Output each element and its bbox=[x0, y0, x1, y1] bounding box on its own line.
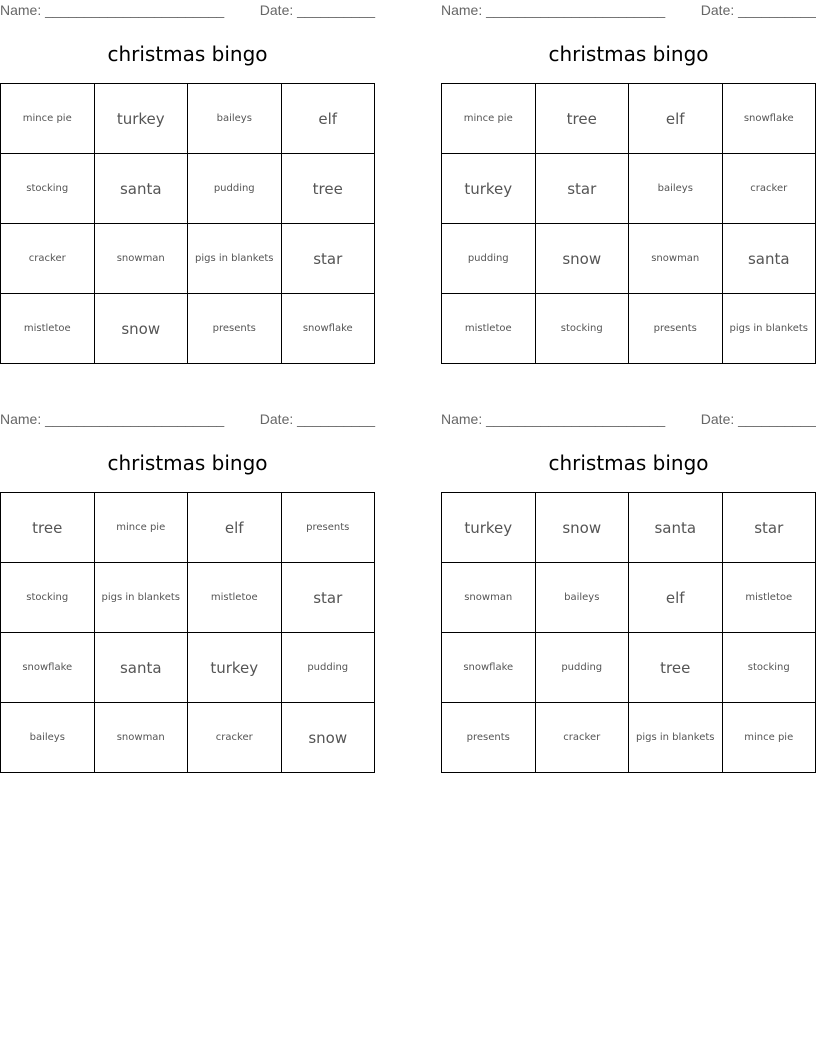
grid-row bbox=[442, 493, 816, 563]
bingo-cell: pigs in blankets bbox=[188, 224, 282, 294]
bingo-cell: turkey bbox=[94, 84, 188, 154]
name-field: Name: _______________________ bbox=[0, 411, 225, 427]
card-title: christmas bingo bbox=[107, 42, 268, 66]
bingo-cell: mistletoe bbox=[1, 294, 95, 364]
bingo-cell: stocking bbox=[535, 294, 629, 364]
bingo-cell: tree bbox=[629, 633, 723, 703]
bingo-cell: presents bbox=[629, 294, 723, 364]
bingo-cell: snowman bbox=[94, 224, 188, 294]
bingo-cell: baileys bbox=[188, 84, 282, 154]
bingo-cell: pigs in blankets bbox=[722, 294, 816, 364]
bingo-cell: star bbox=[281, 224, 375, 294]
bingo-cell: snowflake bbox=[281, 294, 375, 364]
bingo-cell: santa bbox=[722, 224, 816, 294]
grid-row bbox=[1, 154, 375, 224]
grid-row bbox=[442, 563, 816, 633]
bingo-cell: snowman bbox=[442, 563, 536, 633]
bingo-cell: turkey bbox=[442, 493, 536, 563]
bingo-cell: elf bbox=[629, 563, 723, 633]
bingo-cell: cracker bbox=[188, 703, 282, 773]
bingo-cell: pudding bbox=[442, 224, 536, 294]
bingo-cell: elf bbox=[281, 84, 375, 154]
date-field: Date: __________ bbox=[700, 411, 816, 427]
bingo-cell: mistletoe bbox=[442, 294, 536, 364]
bingo-cell: mince pie bbox=[442, 84, 536, 154]
bingo-cell: baileys bbox=[1, 703, 95, 773]
card-title: christmas bingo bbox=[548, 42, 709, 66]
bingo-cell: snowflake bbox=[442, 633, 536, 703]
date-field: Date: __________ bbox=[700, 2, 816, 18]
bingo-cell: snowman bbox=[94, 703, 188, 773]
bingo-cell: snow bbox=[94, 294, 188, 364]
bingo-cell: snow bbox=[535, 493, 629, 563]
bingo-grid bbox=[0, 492, 375, 773]
bingo-cell: snowman bbox=[629, 224, 723, 294]
bingo-cell: stocking bbox=[722, 633, 816, 703]
card-header bbox=[0, 2, 375, 20]
bingo-cell: turkey bbox=[188, 633, 282, 703]
bingo-cell: mistletoe bbox=[722, 563, 816, 633]
bingo-cell: presents bbox=[188, 294, 282, 364]
bingo-cell: elf bbox=[188, 493, 282, 563]
grid-row bbox=[1, 294, 375, 364]
bingo-grid bbox=[0, 83, 375, 364]
grid-row bbox=[1, 84, 375, 154]
bingo-grid bbox=[441, 83, 816, 364]
grid-row bbox=[442, 633, 816, 703]
bingo-cell: santa bbox=[629, 493, 723, 563]
bingo-cell: snow bbox=[535, 224, 629, 294]
bingo-cell: mistletoe bbox=[188, 563, 282, 633]
bingo-cell: star bbox=[281, 563, 375, 633]
date-field: Date: __________ bbox=[259, 2, 375, 18]
bingo-cell: mince pie bbox=[1, 84, 95, 154]
bingo-cell: stocking bbox=[1, 154, 95, 224]
grid-row bbox=[1, 563, 375, 633]
bingo-cell: tree bbox=[281, 154, 375, 224]
grid-row bbox=[1, 703, 375, 773]
bingo-cell: tree bbox=[1, 493, 95, 563]
bingo-cell: santa bbox=[94, 633, 188, 703]
bingo-cell: presents bbox=[442, 703, 536, 773]
date-field: Date: __________ bbox=[259, 411, 375, 427]
bingo-cell: snow bbox=[281, 703, 375, 773]
bingo-cell: cracker bbox=[535, 703, 629, 773]
bingo-cell: pudding bbox=[535, 633, 629, 703]
bingo-grid bbox=[441, 492, 816, 773]
bingo-cell: presents bbox=[281, 493, 375, 563]
grid-row bbox=[442, 224, 816, 294]
bingo-cell: stocking bbox=[1, 563, 95, 633]
bingo-cell: mince pie bbox=[722, 703, 816, 773]
bingo-cell: baileys bbox=[629, 154, 723, 224]
grid-row bbox=[442, 154, 816, 224]
grid-row bbox=[442, 294, 816, 364]
bingo-cell: snowflake bbox=[722, 84, 816, 154]
card-header bbox=[441, 2, 816, 20]
card-title: christmas bingo bbox=[107, 451, 268, 475]
bingo-cell: snowflake bbox=[1, 633, 95, 703]
bingo-cell: star bbox=[535, 154, 629, 224]
card-title: christmas bingo bbox=[548, 451, 709, 475]
bingo-cell: turkey bbox=[442, 154, 536, 224]
bingo-cell: pudding bbox=[281, 633, 375, 703]
bingo-cell: pigs in blankets bbox=[94, 563, 188, 633]
card-header bbox=[441, 411, 816, 429]
name-field: Name: _______________________ bbox=[441, 411, 666, 427]
bingo-cell: pudding bbox=[188, 154, 282, 224]
name-field: Name: _______________________ bbox=[0, 2, 225, 18]
grid-row bbox=[1, 224, 375, 294]
grid-row bbox=[442, 84, 816, 154]
bingo-cell: elf bbox=[629, 84, 723, 154]
grid-row bbox=[1, 633, 375, 703]
bingo-cell: mince pie bbox=[94, 493, 188, 563]
name-field: Name: _______________________ bbox=[441, 2, 666, 18]
bingo-cell: santa bbox=[94, 154, 188, 224]
bingo-cell: baileys bbox=[535, 563, 629, 633]
grid-row bbox=[442, 703, 816, 773]
bingo-cell: star bbox=[722, 493, 816, 563]
bingo-cell: pigs in blankets bbox=[629, 703, 723, 773]
card-header bbox=[0, 411, 375, 429]
bingo-cell: tree bbox=[535, 84, 629, 154]
bingo-cell: cracker bbox=[722, 154, 816, 224]
grid-row bbox=[1, 493, 375, 563]
bingo-cell: cracker bbox=[1, 224, 95, 294]
